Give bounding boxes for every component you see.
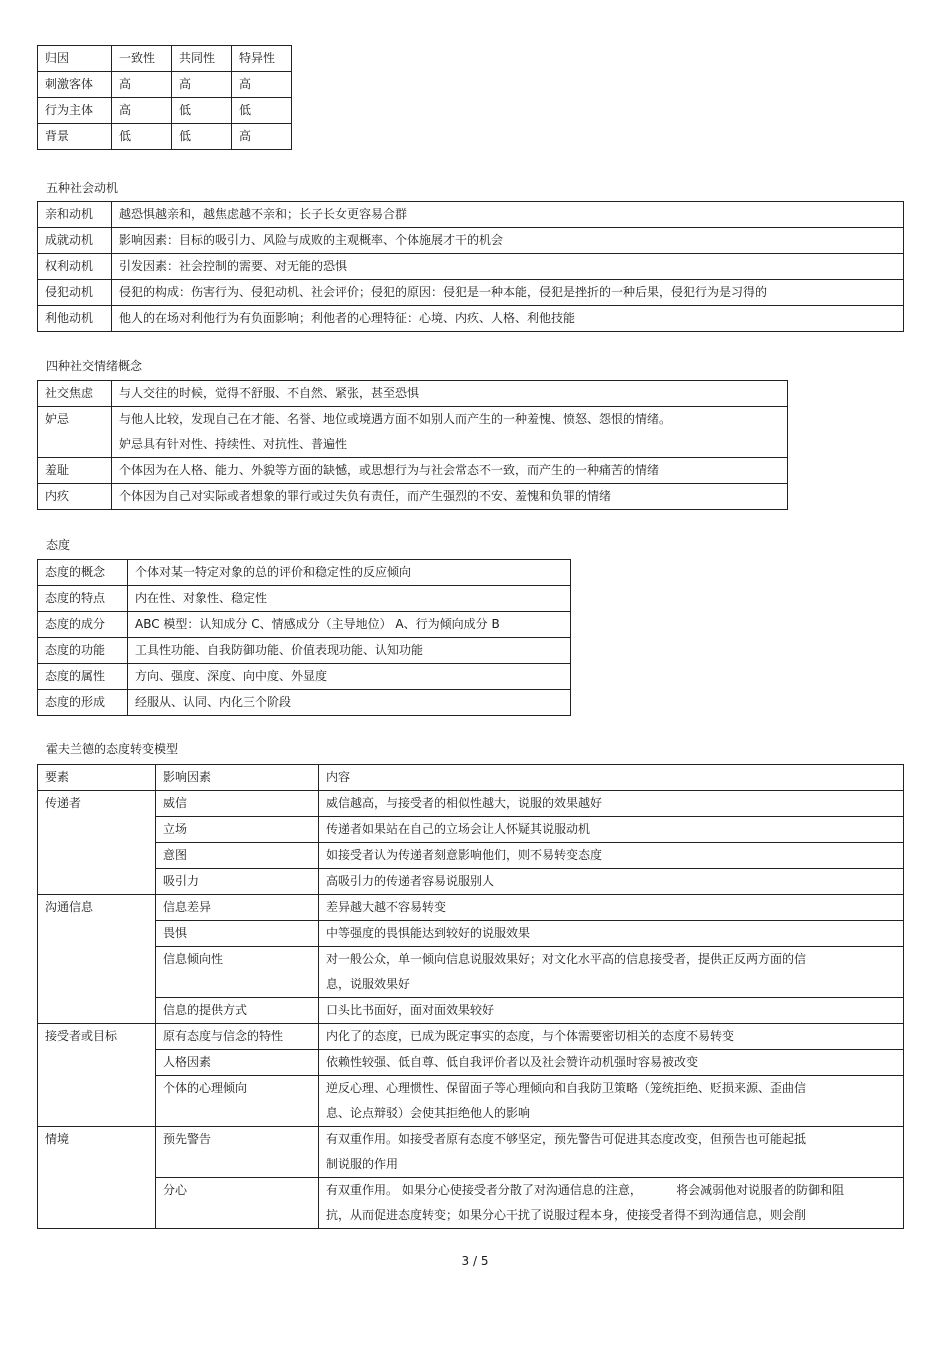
table-cell: 意图 [156,843,319,869]
table-cell: 威信越高，与接受者的相似性越大，说服的效果越好 [319,791,904,817]
table-row [38,254,904,280]
table-row [38,690,571,716]
cell-line: 息、论点辩驳）会使其拒绝他人的影响 [326,1106,531,1120]
table-cell: 高 [232,124,292,150]
table-cell: 与人交往的时候，觉得不舒服、不自然、紧张，甚至恐惧 [112,381,788,407]
table-row [38,228,904,254]
table-cell: 个体因为自己对实际或者想象的罪行或过失负有责任，而产生强烈的不安、羞愧和负罪的情绪 [112,484,788,510]
cell-line: 有双重作用。 如果分心使接受者分散了对沟通信息的注意， 将会减弱他对说服者的防御和阻 [326,1183,845,1197]
table-cell: 行为主体 [38,98,112,124]
table-cell: 影响因素：目标的吸引力、风险与成败的主观概率、个体施展才干的机会 [112,228,904,254]
cell-line: 逆反心理、心理惯性、保留面子等心理倾向和自我防卫策略（笼统拒绝、贬损来源、歪曲信 [326,1081,807,1095]
table-cell: 沟通信息 [38,895,156,1024]
table-cell: 他人的在场对利他行为有负面影响；利他者的心理特征：心境、内疚、人格、利他技能 [112,306,904,332]
table-cell: 态度的概念 [38,560,128,586]
table-row [38,638,571,664]
section-title: 霍夫兰德的态度转变模型 [46,742,179,756]
table-cell: 高 [112,72,172,98]
table-row [38,947,904,998]
table-cell: ABC 模型：认知成分 C、情感成分（主导地位） A、行为倾向成分 B [128,612,571,638]
table-cell: 态度的形成 [38,690,128,716]
table-cell: 态度的成分 [38,612,128,638]
table-cell [319,1178,904,1229]
table-cell: 影响因素 [156,765,319,791]
table-cell [319,1076,904,1127]
table-row [38,1024,904,1050]
table-row [38,817,904,843]
table-row [38,612,571,638]
table-row [38,791,904,817]
table-cell: 高 [232,72,292,98]
table-cell: 亲和动机 [38,202,112,228]
table-cell: 越恐惧越亲和，越焦虑越不亲和；长子长女更容易合群 [112,202,904,228]
table-cell: 内容 [319,765,904,791]
hovland-table [37,764,904,1229]
table-cell: 刺激客体 [38,72,112,98]
table-cell: 低 [232,98,292,124]
table-cell: 社交焦虑 [38,381,112,407]
cell-line: 与他人比较，发现自己在才能、名誉、地位或境遇方面不如别人而产生的一种羞愧、愤怒、怨恨的情绪。 [119,412,672,426]
table-cell: 情境 [38,1127,156,1229]
table-cell: 畏惧 [156,921,319,947]
table-cell: 原有态度与信念的特性 [156,1024,319,1050]
table-cell: 方向、强度、深度、向中度、外显度 [128,664,571,690]
table-cell: 内化了的态度，已成为既定事实的态度，与个体需要密切相关的态度不易转变 [319,1024,904,1050]
table-cell: 侵犯动机 [38,280,112,306]
table-cell: 依赖性较强、低自尊、低自我评价者以及社会赞许动机强时容易被改变 [319,1050,904,1076]
table-row [38,306,904,332]
table-row [38,869,904,895]
table-cell: 传递者如果站在自己的立场会让人怀疑其说服动机 [319,817,904,843]
table-cell: 预先警告 [156,1127,319,1178]
table-cell: 接受者或目标 [38,1024,156,1127]
table-cell: 低 [172,124,232,150]
table-row [38,921,904,947]
cell-line: 息，说服效果好 [326,977,411,991]
table-header-row [38,765,904,791]
table-cell: 共同性 [172,46,232,72]
table-cell: 归因 [38,46,112,72]
table-cell: 经服从、认同、内化三个阶段 [128,690,571,716]
table-cell: 态度的功能 [38,638,128,664]
table-row [38,458,788,484]
cell-line: 制说服的作用 [326,1157,399,1171]
table-cell: 内在性、对象性、稳定性 [128,586,571,612]
table-cell: 一致性 [112,46,172,72]
table-cell: 态度的特点 [38,586,128,612]
table-cell [319,947,904,998]
table-cell: 传递者 [38,791,156,895]
table-cell: 权利动机 [38,254,112,280]
table-row [38,843,904,869]
table-row [38,586,571,612]
table-cell: 特异性 [232,46,292,72]
section-title: 五种社会动机 [46,181,119,195]
cell-line: 对一般公众，单一倾向信息说服效果好；对文化水平高的信息接受者，提供正反两方面的信 [326,952,807,966]
section-title: 四种社交情绪概念 [46,359,143,373]
table-cell: 高 [112,98,172,124]
attitude-table [37,559,571,716]
section-title: 态度 [46,538,71,552]
table-cell: 高 [172,72,232,98]
table-cell: 内疚 [38,484,112,510]
table-cell: 低 [112,124,172,150]
emotions-table [37,380,788,510]
table-cell: 工具性功能、自我防御功能、价值表现功能、认知功能 [128,638,571,664]
table-cell: 分心 [156,1178,319,1229]
table-row [38,98,292,124]
table-cell: 个体的心理倾向 [156,1076,319,1127]
table-row [38,998,904,1024]
table-cell [112,407,788,458]
attribution-table [37,45,292,150]
table-cell: 威信 [156,791,319,817]
table-cell: 高吸引力的传递者容易说服别人 [319,869,904,895]
table-row [38,1050,904,1076]
motives-table [37,201,904,332]
table-row [38,280,904,306]
table-cell: 吸引力 [156,869,319,895]
table-row [38,407,788,458]
table-cell: 个体对某一特定对象的总的评价和稳定性的反应倾向 [128,560,571,586]
cell-line: 妒忌具有针对性、持续性、对抗性、普遍性 [119,437,348,451]
table-row [38,895,904,921]
table-cell: 引发因素：社会控制的需要、对无能的恐惧 [112,254,904,280]
table-cell: 态度的属性 [38,664,128,690]
table-cell: 利他动机 [38,306,112,332]
table-cell [319,1127,904,1178]
table-cell: 侵犯的构成：伤害行为、侵犯动机、社会评价；侵犯的原因：侵犯是一种本能，侵犯是挫折的一种后果，侵犯行为是习得的 [112,280,904,306]
table-row [38,381,788,407]
table-header-row [38,46,292,72]
page-number: 3 / 5 [461,1254,489,1268]
table-row [38,484,788,510]
table-cell: 个体因为在人格、能力、外貌等方面的缺憾，或思想行为与社会常态不一致，而产生的一种痛苦的情绪 [112,458,788,484]
table-cell: 立场 [156,817,319,843]
table-cell: 背景 [38,124,112,150]
table-cell: 人格因素 [156,1050,319,1076]
table-cell: 成就动机 [38,228,112,254]
table-row [38,1127,904,1178]
table-cell: 信息的提供方式 [156,998,319,1024]
table-row [38,72,292,98]
table-cell: 信息倾向性 [156,947,319,998]
table-cell: 中等强度的畏惧能达到较好的说服效果 [319,921,904,947]
table-cell: 低 [172,98,232,124]
table-row [38,664,571,690]
table-row [38,124,292,150]
cell-line: 抗，从而促进态度转变；如果分心干扰了说服过程本身，使接受者得不到沟通信息，则会削 [326,1208,807,1222]
table-cell: 口头比书面好，面对面效果较好 [319,998,904,1024]
cell-line: 有双重作用。如接受者原有态度不够坚定，预先警告可促进其态度改变，但预告也可能起抵 [326,1132,807,1146]
table-row [38,1178,904,1229]
table-cell: 羞耻 [38,458,112,484]
table-row [38,560,571,586]
table-cell: 要素 [38,765,156,791]
table-row [38,202,904,228]
table-cell: 如接受者认为传递者刻意影响他们，则不易转变态度 [319,843,904,869]
table-row [38,1076,904,1127]
table-cell: 信息差异 [156,895,319,921]
table-cell: 差异越大越不容易转变 [319,895,904,921]
table-cell: 妒忌 [38,407,112,458]
